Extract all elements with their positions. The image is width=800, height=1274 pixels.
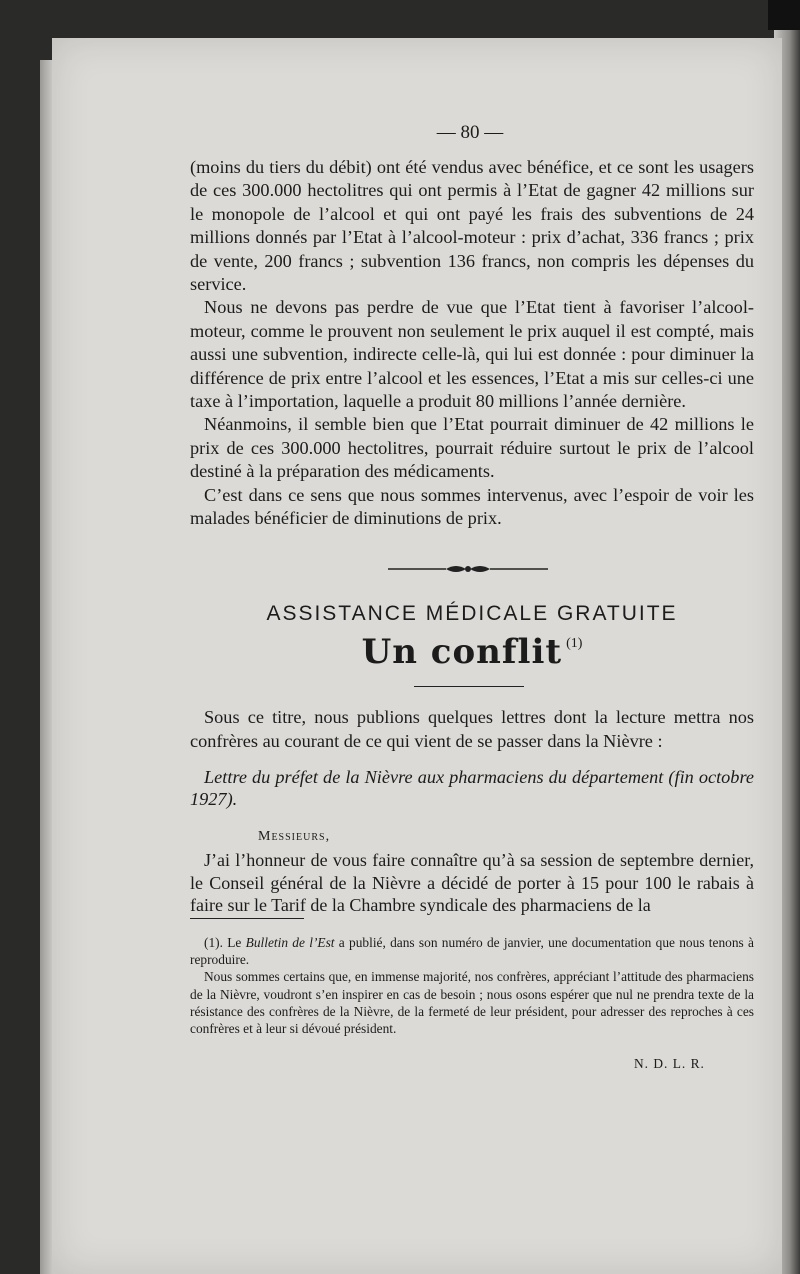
paragraph-continued: (moins du tiers du débit) ont été vendus avec bénéfice, et ce sont les usagers de ces 300.000 hectolitres qui ont permis à l’Etat de gagner 42 millions sur le monopole de l’alcool et qui ont payé les frais des subventions de 24 millions donnés par l’Etat à l’alcool-moteur : prix d’achat, 336 francs ; prix de vente, 200 francs ; subvention 136 francs, non compris les dépenses du service.	[190, 157, 754, 295]
letter-body	[190, 849, 754, 917]
paragraph: Néanmoins, il semble bien que l’Etat pourrait diminuer de 42 millions le prix de ces 300.000 hectolitres, pourrait réduire surtout le prix de l’alcool destiné à la préparation des médicaments.	[190, 414, 754, 482]
title-rule	[414, 686, 524, 687]
footnote-2: Nous sommes certains que, en immense majorité, nos confrères, appréciant l’attitude des pharmaciens de la Nièvre, voudront s’en inspirer en cas de besoin ; nous osons espérer que nul ne prendra texte de la résistance des confrères de la Nièvre, de la fermeté de leur président, pour adresser des reproches à ces confrères et à leur si dévoué président.	[190, 969, 754, 1037]
letter-body-text: J’ai l’honneur de vous faire connaître qu’à sa session de septembre dernier, le Conseil général de la Nièvre a décidé de porter à 15 pour 100 le rabais à faire sur le Tarif de la Chambre syndicale des pharmaciens de la	[190, 850, 754, 915]
letter-heading	[190, 766, 754, 810]
paragraph: Nous ne devons pas perdre de vue que l’Etat tient à favoriser l’alcool-moteur, comme le prouvent non seulement le prix auquel il est compté, mais aussi une subvention, indirecte celle-là, qui lui est donnée : pour diminuer la différence de prix entre l’alcool et les essences, l’Etat a mis sur celles-ci une taxe à l’importation, laquelle a produit 80 millions l’année dernière.	[190, 297, 754, 412]
footnote-1-italic: Bulletin de l’Est	[245, 935, 335, 950]
article-title	[190, 632, 754, 672]
footnote-marker: (1)	[566, 636, 583, 651]
footnote-1	[190, 934, 754, 968]
section-title: ASSISTANCE MÉDICALE GRATUITE	[266, 602, 678, 625]
paragraph: C’est dans ce sens que nous sommes intervenus, avec l’espoir de voir les malades bénéficier de diminutions de prix.	[190, 484, 754, 529]
intro-text: Sous ce titre, nous publions quelques lettres dont la lecture mettra nos confrères au courant de ce qui vient de se passer dans la Nièvre :	[190, 707, 754, 751]
salutation: Messieurs,	[258, 829, 331, 844]
body-text	[190, 156, 754, 531]
letter-heading-text: Lettre du préfet de la Nièvre aux pharmaciens du département (fin octobre 1927).	[190, 767, 754, 809]
footnote-rule	[190, 918, 304, 919]
scan-corner-mark	[768, 0, 800, 30]
section-ornament	[386, 562, 550, 576]
article-title-text: Un conflit	[361, 632, 563, 672]
page-number: — 80 —	[436, 122, 504, 143]
footnotes	[190, 934, 754, 1037]
footnote-signature: N. D. L. R.	[634, 1056, 705, 1071]
footnote-1-prefix: (1). Le	[204, 935, 246, 950]
footnote-1-rest: a publié, dans son numéro de janvier, une documentation que nous tenons à reproduire.	[190, 935, 754, 968]
intro-paragraph	[190, 706, 754, 753]
